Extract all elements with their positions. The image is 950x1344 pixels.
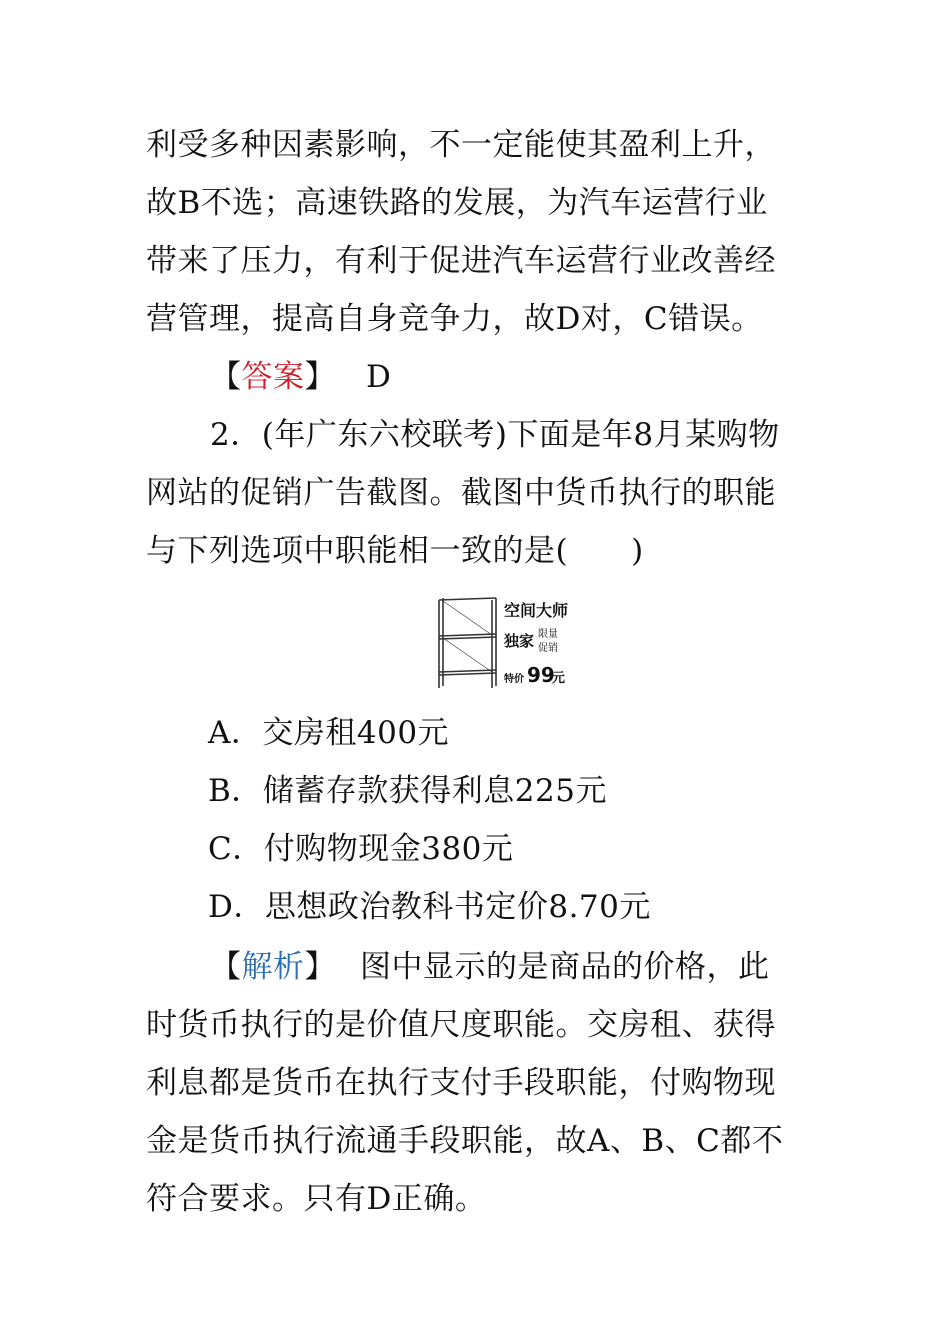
shelf-icon — [439, 598, 496, 688]
option-c: C．付购物现金380元 — [208, 831, 514, 867]
ad-title: 空间大师 — [504, 601, 569, 620]
analysis-line: 金是货币执行流通手段职能，故A、B、C都不 — [146, 1123, 784, 1159]
bracket-close: 】 — [304, 949, 336, 985]
answer-line — [210, 357, 880, 397]
ad-tag-promo: 促销 — [538, 643, 558, 654]
bracket-open: 【 — [210, 359, 242, 395]
answer-label: 答案 — [241, 359, 305, 395]
question-line: 2．(年广东六校联考)下面是年8月某购物 — [210, 417, 780, 453]
ad-tag-limited: 限量 — [538, 629, 558, 640]
paragraph-line: 带来了压力，有利于促进汽车运营行业改善经 — [146, 243, 776, 279]
paragraph-line: 故B不选；高速铁路的发展，为汽车运营行业 — [146, 185, 768, 221]
analysis-first-line — [210, 947, 880, 987]
bracket-open: 【 — [210, 949, 242, 985]
option-a: A．交房租400元 — [208, 715, 450, 751]
question-line: 网站的促销广告截图。截图中货币执行的职能 — [146, 475, 776, 511]
ad-exclusive: 独家 — [504, 632, 535, 650]
analysis-line: 利息都是货币在执行支付手段职能，付购物现 — [146, 1065, 776, 1101]
paragraph-line: 营管理，提高自身竞争力，故D对，C错误。 — [146, 301, 763, 337]
option-d: D．思想政治教科书定价8.70元 — [208, 889, 651, 925]
bracket-close: 】 — [304, 359, 336, 395]
analysis-line: 符合要求。只有D正确。 — [146, 1181, 487, 1217]
analysis-line: 时货币执行的是价值尺度职能。交房租、获得 — [146, 1007, 776, 1043]
option-b: B．储蓄存款获得利息225元 — [208, 773, 607, 809]
promo-ad-image — [430, 594, 590, 690]
ad-price-prefix: 特价 — [504, 674, 524, 685]
question-line: 与下列选项中职能相一致的是( ) — [146, 533, 644, 569]
answer-value: D — [366, 359, 392, 395]
ad-price-unit: 元 — [552, 671, 566, 686]
paragraph-line: 利受多种因素影响，不一定能使其盈利上升， — [146, 127, 776, 163]
analysis-label: 解析 — [241, 949, 305, 985]
ad-price-number: 99 — [527, 663, 555, 687]
analysis-text: 图中显示的是商品的价格，此 — [360, 949, 770, 985]
